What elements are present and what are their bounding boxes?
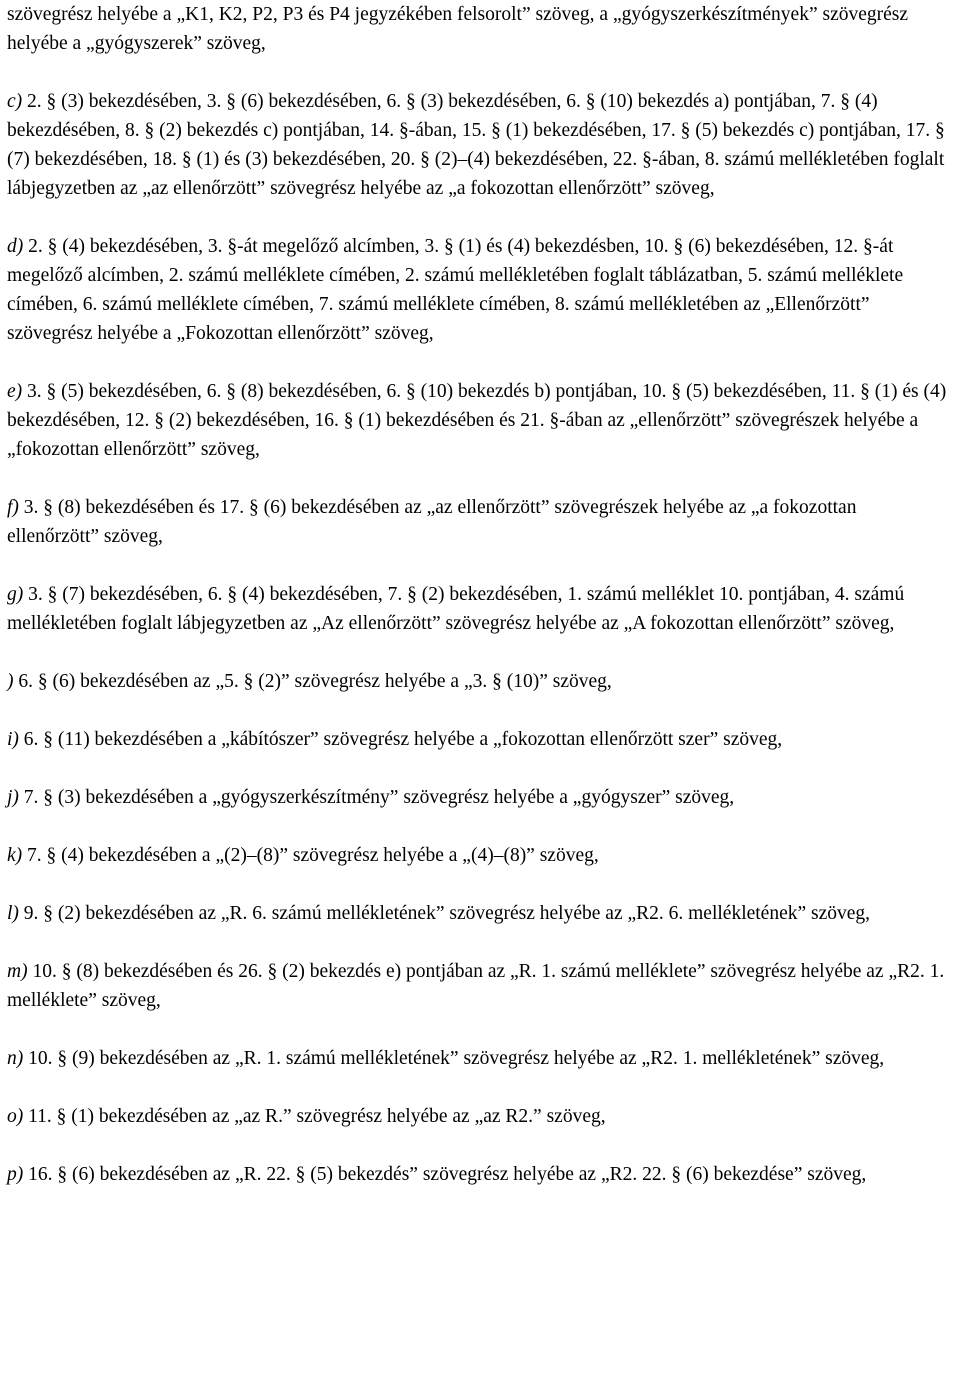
- paragraph-label: j): [7, 787, 19, 808]
- paragraph-label: i): [7, 729, 19, 750]
- paragraph-text: 3. § (5) bekezdésében, 6. § (8) bekezdésében, 6. § (10) bekezdés b) pontjában, 10. § (5) bekezdésében, 11. § (1) és (4) bekezdésében, 12. § (2) bekezdésében, 16. § (1) bekezdésében és 21. §-ában az „ellenőrzött” szövegrészek helyébe a „fokozottan ellenőrzött” szöveg,: [7, 381, 947, 460]
- paragraph-gap: [7, 696, 948, 725]
- paragraph-o: [7, 1102, 948, 1131]
- paragraph-n: [7, 1044, 948, 1073]
- paragraph-gap: [7, 203, 948, 232]
- paragraph-gap: [7, 551, 948, 580]
- paragraph-label: f): [7, 497, 19, 518]
- paragraph-text: 6. § (11) bekezdésében a „kábítószer” szövegrész helyébe a „fokozottan ellenőrzött szer” szöveg,: [18, 729, 783, 750]
- paragraph-gap: [7, 928, 948, 957]
- paragraph-label: g): [7, 584, 24, 605]
- paragraph-i: [7, 725, 948, 754]
- paragraph-gap: [7, 638, 948, 667]
- paragraph-label: k): [7, 845, 23, 866]
- paragraph-text: 3. § (7) bekezdésében, 6. § (4) bekezdésében, 7. § (2) bekezdésében, 1. számú melléklet 10. pontjában, 4. számú mellékletében foglalt lábjegyzetben az „Az ellenőrzött” szövegrész helyébe az „A fokozottan ellenőrzött” szöveg,: [7, 584, 905, 634]
- paragraph-label: d): [7, 236, 24, 257]
- paragraph-label: p): [7, 1164, 24, 1185]
- paragraph-gap: [7, 754, 948, 783]
- paragraph-label: e): [7, 381, 23, 402]
- paragraph-label: o): [7, 1106, 24, 1127]
- paragraph-gap: [7, 870, 948, 899]
- paragraph-label: c): [7, 91, 23, 112]
- paragraph-text: 6. § (6) bekezdésében az „5. § (2)” szövegrész helyébe a „3. § (10)” szöveg,: [13, 671, 612, 692]
- paragraph-label: m): [7, 961, 28, 982]
- paragraph-gap: [7, 464, 948, 493]
- paragraph-text: 10. § (9) bekezdésében az „R. 1. számú mellékletének” szövegrész helyébe az „R2. 1. mellékletének” szöveg,: [23, 1048, 885, 1069]
- paragraph-text: 7. § (3) bekezdésében a „gyógyszerkészítmény” szövegrész helyébe a „gyógyszer” szöveg,: [18, 787, 735, 808]
- paragraph-l: [7, 899, 948, 928]
- paragraph-h: [7, 667, 948, 696]
- paragraph-text: 11. § (1) bekezdésében az „az R.” szövegrész helyébe az „az R2.” szöveg,: [23, 1106, 606, 1127]
- paragraph-m: [7, 957, 948, 1015]
- paragraph-text: szövegrész helyébe a „K1, K2, P2, P3 és P4 jegyzékében felsorolt” szöveg, a „gyógyszerkészítmények” szövegrész helyébe a „gyógyszerek” szöveg,: [7, 4, 909, 54]
- paragraph-e: [7, 377, 948, 464]
- paragraph-k: [7, 841, 948, 870]
- paragraph-text: 16. § (6) bekezdésében az „R. 22. § (5) bekezdés” szövegrész helyébe az „R2. 22. § (6) bekezdése” szöveg,: [23, 1164, 867, 1185]
- paragraph-label: ): [7, 671, 14, 692]
- paragraph-gap: [7, 1131, 948, 1160]
- paragraph-gap: [7, 1015, 948, 1044]
- paragraph-c: [7, 87, 948, 203]
- paragraph-text: 3. § (8) bekezdésében és 17. § (6) bekezdésében az „az ellenőrzött” szövegrészek helyébe az „a fokozottan ellenőrzött” szöveg,: [7, 497, 857, 547]
- paragraph-text: 2. § (3) bekezdésében, 3. § (6) bekezdésében, 6. § (3) bekezdésében, 6. § (10) bekezdés a) pontjában, 7. § (4) bekezdésében, 8. § (2) bekezdés c) pontjában, 14. §-ában, 15. § (1) bekezdésében, 17. § (5) bekezdés c) pontjában, 17. § (7) bekezdésében, 18. § (1) és (3) bekezdésében, 20. § (2)–(4) bekezdésében, 22. §-ában, 8. számú mellékletében foglalt lábjegyzetben az „az ellenőrzött” szövegrész helyébe az „a fokozottan ellenőrzött” szöveg,: [7, 91, 945, 199]
- paragraph-gap: [7, 58, 948, 87]
- paragraph-g: [7, 580, 948, 638]
- paragraph-f: [7, 493, 948, 551]
- paragraph-continuation: [7, 0, 948, 58]
- paragraph-gap: [7, 812, 948, 841]
- paragraph-text: 2. § (4) bekezdésében, 3. §-át megelőző alcímben, 3. § (1) és (4) bekezdésben, 10. § (6) bekezdésében, 12. §-át megelőző alcímben, 2. számú melléklete címében, 2. számú mellékletében foglalt táblázatban, 5. számú melléklete címében, 6. számú melléklete címében, 7. számú melléklete címében, 8. számú mellékletében az „Ellenőrzött” szövegrész helyébe a „Fokozottan ellenőrzött” szöveg,: [7, 236, 904, 344]
- paragraph-label: n): [7, 1048, 24, 1069]
- paragraph-text: 10. § (8) bekezdésében és 26. § (2) bekezdés e) pontjában az „R. 1. számú melléklete” szövegrész helyébe az „R2. 1. melléklete” szöveg,: [7, 961, 945, 1011]
- paragraph-text: 9. § (2) bekezdésében az „R. 6. számú mellékletének” szövegrész helyébe az „R2. 6. mellékletének” szöveg,: [18, 903, 871, 924]
- paragraph-label: l): [7, 903, 19, 924]
- paragraph-d: [7, 232, 948, 348]
- paragraph-j: [7, 783, 948, 812]
- paragraph-gap: [7, 348, 948, 377]
- paragraph-text: 7. § (4) bekezdésében a „(2)–(8)” szövegrész helyébe a „(4)–(8)” szöveg,: [22, 845, 599, 866]
- paragraph-p: [7, 1160, 948, 1189]
- paragraph-gap: [7, 1073, 948, 1102]
